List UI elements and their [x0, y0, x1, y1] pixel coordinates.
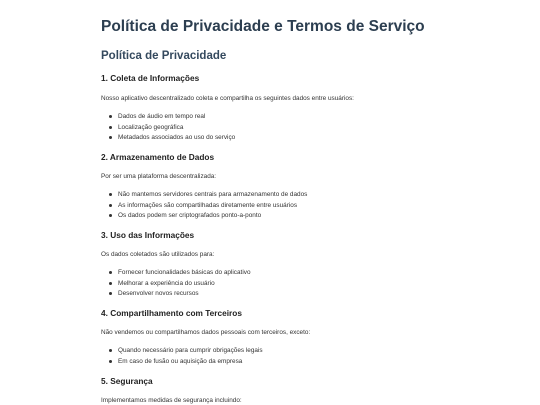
bullet-icon: [109, 204, 112, 207]
section-intro-armazenamento: Por ser uma plataforma descentralizada:: [101, 173, 217, 180]
list-item: [101, 279, 251, 290]
section-list-compartilhamento: [101, 346, 263, 367]
list-item: [101, 112, 235, 123]
list-item: [101, 211, 307, 222]
list-item-text: Fornecer funcionalidades básicas do aplicativo: [118, 269, 251, 276]
bullet-icon: [109, 193, 112, 196]
section-heading-seguranca: 5. Segurança: [101, 376, 153, 386]
page-title: Política de Privacidade e Termos de Serviço: [101, 18, 425, 35]
section-list-armazenamento: [101, 190, 307, 222]
privacy-policy-heading: Política de Privacidade: [101, 50, 227, 62]
list-item-text: Dados de áudio em tempo real: [118, 113, 206, 120]
list-item: [101, 201, 307, 212]
list-item: [101, 268, 251, 279]
list-item-text: Quando necessário para cumprir obrigações legais: [118, 347, 263, 354]
list-item-text: Os dados podem ser criptografados ponto-a-ponto: [118, 212, 262, 219]
list-item: [101, 123, 235, 134]
list-item: [101, 357, 263, 368]
bullet-icon: [109, 271, 112, 274]
list-item: [101, 346, 263, 357]
section-intro-uso: Os dados coletados são utilizados para:: [101, 251, 215, 258]
bullet-icon: [109, 360, 112, 363]
bullet-icon: [109, 349, 112, 352]
section-heading-armazenamento: 2. Armazenamento de Dados: [101, 152, 215, 162]
section-heading-uso: 3. Uso das Informações: [101, 230, 195, 240]
list-item-text: Localização geográfica: [118, 123, 184, 131]
list-item-text: Não mantemos servidores centrais para armazenamento de dados: [118, 191, 308, 198]
section-intro-coleta: Nosso aplicativo descentralizado coleta e compartilha os seguintes dados entre usuários:: [101, 95, 354, 102]
bullet-icon: [109, 136, 112, 139]
section-intro-compartilhamento: Não vendemos ou compartilhamos dados pessoais com terceiros, exceto:: [101, 329, 311, 336]
section-heading-compartilhamento: 4. Compartilhamento com Terceiros: [101, 308, 242, 318]
bullet-icon: [109, 282, 112, 285]
list-item: [101, 133, 235, 144]
section-intro-seguranca: Implementamos medidas de segurança incluindo:: [101, 397, 242, 404]
bullet-icon: [109, 126, 112, 129]
bullet-icon: [109, 115, 112, 118]
bullet-icon: [109, 292, 112, 295]
section-list-coleta: [101, 112, 235, 144]
list-item: [101, 190, 307, 201]
section-list-uso: [101, 268, 251, 300]
list-item-text: As informações são compartilhadas diretamente entre usuários: [118, 201, 298, 209]
list-item-text: Desenvolver novos recursos: [118, 290, 199, 297]
list-item-text: Melhorar a experiência do usuário: [118, 279, 215, 287]
section-heading-coleta: 1. Coleta de Informações: [101, 73, 200, 83]
bullet-icon: [109, 214, 112, 217]
list-item-text: Em caso de fusão ou aquisição da empresa: [118, 357, 243, 365]
list-item: [101, 289, 251, 300]
list-item-text: Metadados associados ao uso do serviço: [118, 134, 236, 141]
